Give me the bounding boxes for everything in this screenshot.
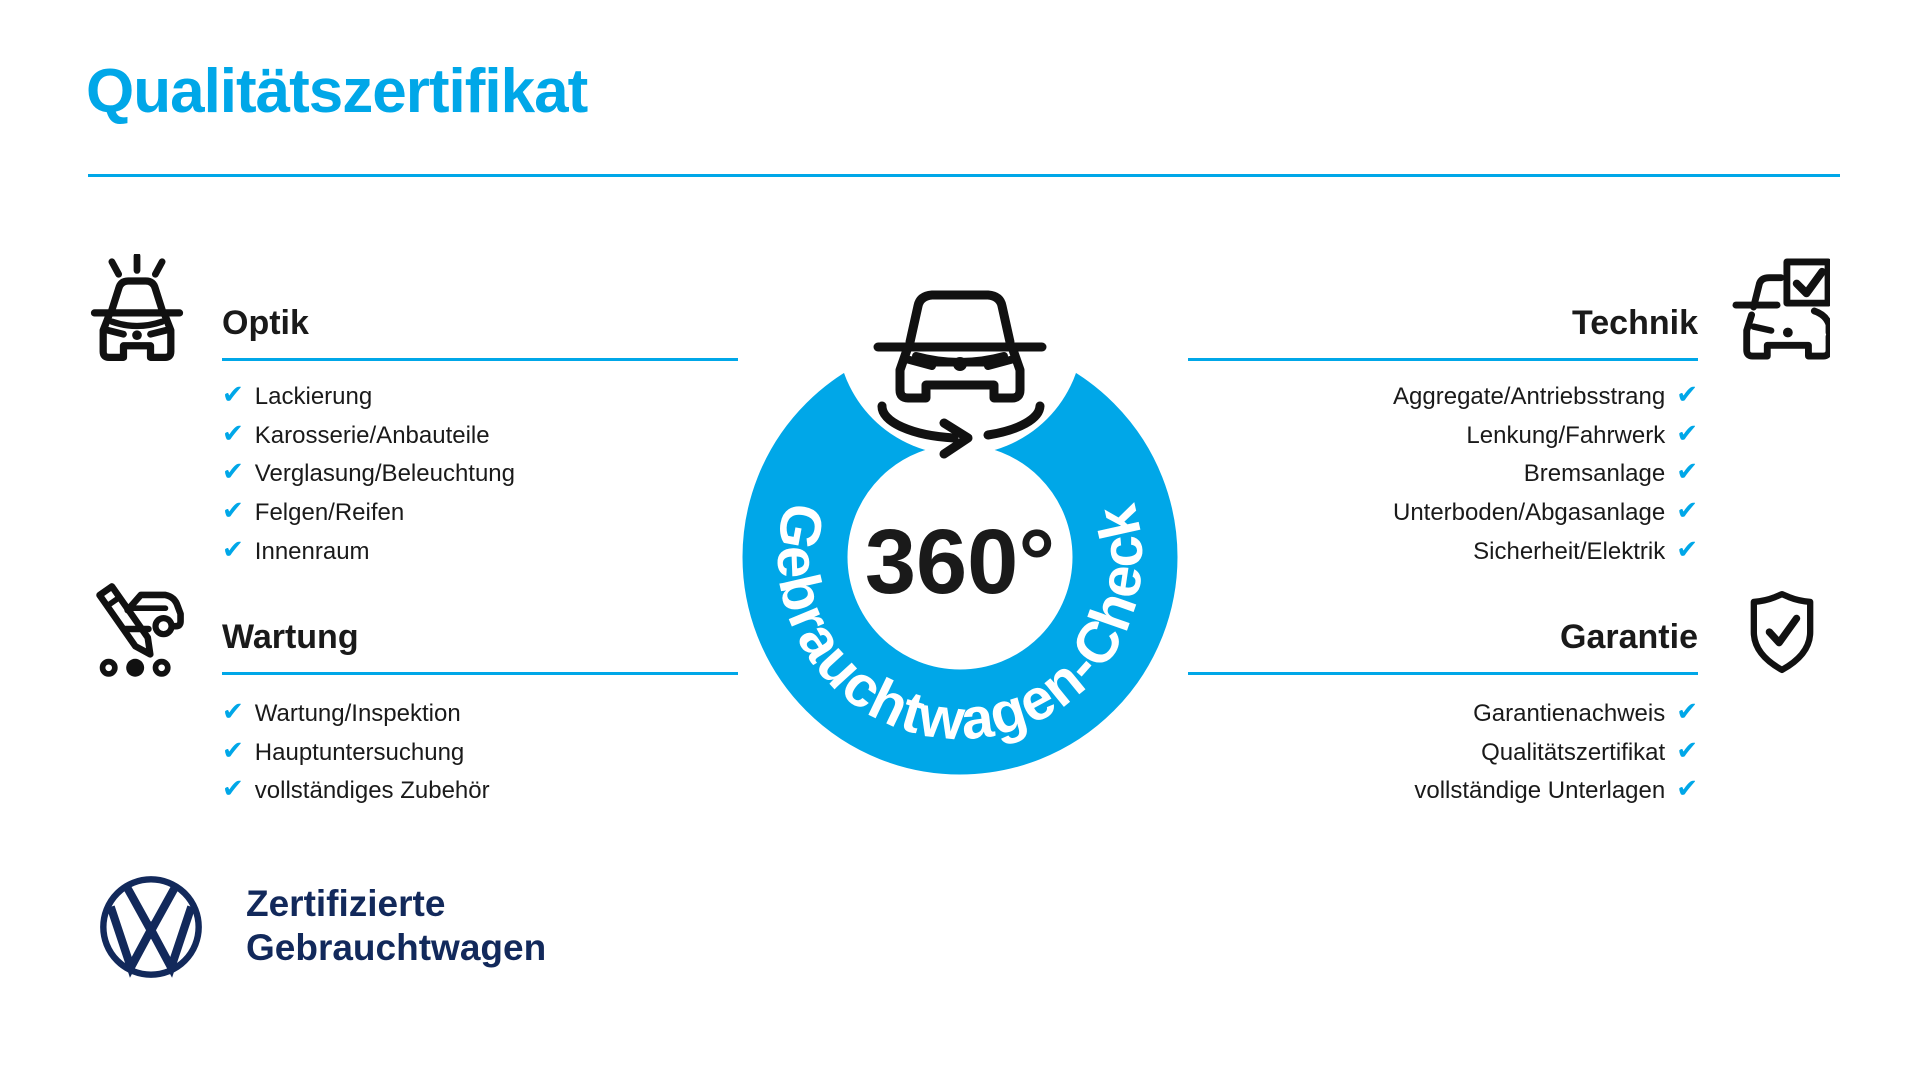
checklist-item: [1138, 494, 1698, 533]
checklist-item: [222, 772, 490, 811]
check-icon: ✔: [1676, 774, 1698, 805]
car-checkbox-icon: [1732, 258, 1830, 360]
check-icon: ✔: [222, 697, 244, 728]
checklist-item: [1138, 455, 1698, 494]
checklist-label: Garantienachweis: [1473, 700, 1666, 728]
check-icon: ✔: [1676, 457, 1698, 488]
title-divider: [88, 174, 1840, 177]
car-rotate-360-icon: [720, 290, 1200, 790]
section-rule-technik: [1188, 358, 1698, 361]
check-icon: ✔: [1676, 697, 1698, 728]
checklist-label: Lackierung: [254, 383, 373, 411]
checklist-technik: [1138, 378, 1698, 571]
degree-label: 360°: [864, 511, 1056, 613]
check-icon: ✔: [222, 774, 244, 805]
checklist-item: [222, 378, 515, 417]
section-heading-wartung: Wartung: [222, 618, 359, 656]
checklist-label: Bremsanlage: [1523, 460, 1666, 488]
checklist-optik: [222, 378, 515, 571]
checklist-wartung: [222, 695, 490, 811]
section-rule-optik: [222, 358, 738, 361]
ring-label: Gebrauchtwagen-Check: [764, 498, 1156, 754]
checklist-item: [222, 734, 490, 773]
section-heading-optik: Optik: [222, 304, 309, 342]
car-front-shine-icon: [88, 254, 186, 368]
section-heading-garantie: Garantie: [1560, 618, 1698, 656]
check-icon: ✔: [1676, 418, 1698, 449]
checklist-garantie: [1138, 695, 1698, 811]
check-icon: ✔: [1676, 534, 1698, 565]
checklist-label: vollständige Unterlagen: [1414, 777, 1666, 805]
checklist-item: [222, 695, 490, 734]
check-icon: ✔: [222, 418, 244, 449]
checklist-item: [222, 455, 515, 494]
check-icon: ✔: [222, 534, 244, 565]
check-icon: ✔: [1676, 735, 1698, 766]
checklist-item: [1138, 417, 1698, 456]
checklist-item: [1138, 772, 1698, 811]
checklist-label: Karosserie/Anbauteile: [254, 421, 490, 449]
page-title: Qualitätszertifikat: [86, 57, 588, 126]
brand-text: [246, 882, 546, 970]
checklist-item: [1138, 378, 1698, 417]
check-icon: ✔: [1676, 380, 1698, 411]
checklist-label: Unterboden/Abgasanlage: [1392, 499, 1666, 527]
checklist-label: Aggregate/Antriebsstrang: [1393, 383, 1666, 411]
checklist-label: Qualitätszertifikat: [1481, 738, 1666, 766]
checklist-label: Sicherheit/Elektrik: [1473, 537, 1666, 565]
checklist-label: Felgen/Reifen: [254, 499, 405, 527]
pencil-van-icon: [86, 576, 190, 682]
check-icon: ✔: [222, 380, 244, 411]
checklist-label: Verglasung/Beleuchtung: [254, 460, 515, 488]
check-icon: ✔: [222, 496, 244, 527]
section-rule-garantie: [1188, 672, 1698, 675]
check-icon: ✔: [1676, 496, 1698, 527]
check-icon: ✔: [222, 735, 244, 766]
checklist-item: [1138, 695, 1698, 734]
shield-check-icon: [1748, 590, 1816, 674]
checklist-label: Lenkung/Fahrwerk: [1466, 421, 1666, 449]
check-icon: ✔: [222, 457, 244, 488]
checklist-label: Wartung/Inspektion: [254, 700, 461, 728]
brand-line-2: Gebrauchtwagen: [246, 927, 547, 968]
checklist-item: [1138, 532, 1698, 571]
checklist-item: [1138, 734, 1698, 773]
vw-logo: [96, 872, 206, 982]
checklist-item: [222, 532, 515, 571]
checklist-item: [222, 417, 515, 456]
checklist-label: Hauptuntersuchung: [254, 738, 465, 766]
checklist-label: vollständiges Zubehör: [254, 777, 490, 805]
checklist-label: Innenraum: [254, 537, 370, 565]
section-heading-technik: Technik: [1572, 304, 1698, 342]
section-rule-wartung: [222, 672, 738, 675]
brand-line-1: Zertifizierte: [246, 883, 446, 924]
checklist-item: [222, 494, 515, 533]
